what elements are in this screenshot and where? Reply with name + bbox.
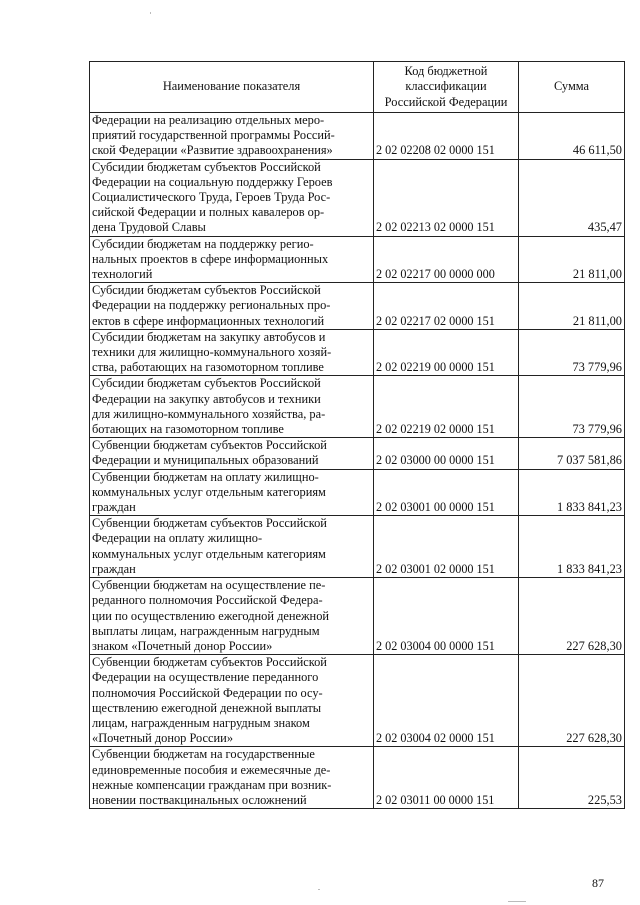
indicator-name-line: Федерации на реализацию отдельных меро- xyxy=(92,113,325,127)
header-code-line: Российской Федерации xyxy=(384,94,508,109)
indicator-name-line: полномочия Российской Федерации по осу- xyxy=(92,685,323,700)
indicator-name-cell xyxy=(90,516,374,578)
header-code xyxy=(374,62,519,113)
table-row xyxy=(90,113,625,160)
table-row xyxy=(90,376,625,438)
indicator-name-line: техники для жилищно-коммунального хозяй- xyxy=(92,345,332,360)
indicator-name-cell xyxy=(90,747,374,809)
indicator-name-line: сийской Федерации и полных кавалеров ор- xyxy=(92,205,325,220)
indicator-name-line: ства, работающих на газомоторном топливе xyxy=(92,360,324,375)
scan-speck xyxy=(508,901,526,902)
table-row xyxy=(90,236,625,283)
indicator-name-line: Субсидии бюджетам на закупку автобусов и xyxy=(92,329,326,344)
indicator-name-line: Федерации на оплату жилищно- xyxy=(92,531,263,546)
indicator-name-line: Федерации на закупку автобусов и техники xyxy=(92,391,321,406)
indicator-name-line: Субвенции бюджетам субъектов Российской xyxy=(92,438,327,453)
indicator-name-cell xyxy=(90,655,374,747)
budget-code-cell: 2 02 03011 00 0000 151 xyxy=(374,747,519,809)
indicator-name-line: ской Федерации «Развитие здравоохранения» xyxy=(92,143,333,158)
indicator-name-cell xyxy=(90,236,374,283)
amount-cell: 21 811,00 xyxy=(519,283,625,330)
indicator-name-line: Федерации на поддержку региональных про- xyxy=(92,298,331,313)
amount-cell: 1 833 841,23 xyxy=(519,469,625,516)
amount-cell: 46 611,50 xyxy=(519,113,625,160)
indicator-name-cell xyxy=(90,578,374,655)
indicator-name-line: выплаты лицам, награжденным нагрудным xyxy=(92,623,320,638)
indicator-name-line: единовременные пособия и ежемесячные де- xyxy=(92,762,331,777)
header-code-line: классификации xyxy=(405,79,487,94)
indicator-name-line: коммунальных услуг отдельным категориям xyxy=(92,546,326,561)
indicator-name-line: дена Трудовой Славы xyxy=(92,220,206,235)
indicator-name-cell xyxy=(90,283,374,330)
indicator-name-line: Федерации и муниципальных образований xyxy=(92,453,319,468)
amount-cell: 21 811,00 xyxy=(519,236,625,283)
table-row xyxy=(90,438,625,469)
indicator-name-line: реданного полномочия Российской Федера- xyxy=(92,593,323,608)
amount-cell: 225,53 xyxy=(519,747,625,809)
budget-code-cell: 2 02 03001 02 0000 151 xyxy=(374,516,519,578)
table-row xyxy=(90,655,625,747)
indicator-name-cell xyxy=(90,329,374,376)
indicator-name-line: граждан xyxy=(92,561,136,576)
amount-cell: 227 628,30 xyxy=(519,578,625,655)
indicator-name-line: ции по осуществлению ежегодной денежной xyxy=(92,608,330,623)
budget-code-cell: 2 02 02217 02 0000 151 xyxy=(374,283,519,330)
indicator-name-line: Субсидии бюджетам субъектов Российской xyxy=(92,159,321,174)
indicator-name-line: коммунальных услуг отдельным категориям xyxy=(92,484,326,499)
budget-code-cell: 2 02 03000 00 0000 151 xyxy=(374,438,519,469)
indicator-name-cell xyxy=(90,376,374,438)
page-number: 87 xyxy=(592,876,604,890)
indicator-name-line: граждан xyxy=(92,500,136,515)
table-row xyxy=(90,329,625,376)
amount-cell: 7 037 581,86 xyxy=(519,438,625,469)
indicator-name-line: для жилищно-коммунального хозяйства, ра- xyxy=(92,406,326,421)
indicator-name-line: Субсидии бюджетам субъектов Российской xyxy=(92,283,321,298)
budget-code-cell: 2 02 03004 00 0000 151 xyxy=(374,578,519,655)
indicator-name-cell xyxy=(90,159,374,236)
indicator-name-line: Субсидии бюджетам на поддержку регио- xyxy=(92,236,314,251)
budget-code-cell: 2 02 02219 00 0000 151 xyxy=(374,329,519,376)
budget-code-cell: 2 02 02219 02 0000 151 xyxy=(374,376,519,438)
amount-cell: 435,47 xyxy=(519,159,625,236)
indicator-name-line: «Почетный донор России» xyxy=(92,731,234,746)
budget-table xyxy=(89,61,625,809)
indicator-name-line: Субсидии бюджетам субъектов Российской xyxy=(92,376,321,391)
table-row xyxy=(90,469,625,516)
indicator-name-line: Федерации на осуществление переданного xyxy=(92,670,319,685)
table-row xyxy=(90,516,625,578)
indicator-name-line: Субвенции бюджетам субъектов Российской xyxy=(92,655,327,670)
indicator-name-line: Субвенции бюджетам субъектов Российской xyxy=(92,516,327,531)
header-name: Наименование показателя xyxy=(90,62,374,113)
indicator-name-line: ществлению ежегодной денежной выплаты xyxy=(92,700,322,715)
budget-code-cell: 2 02 02208 02 0000 151 xyxy=(374,113,519,160)
indicator-name-line: новении поствакцинальных осложнений xyxy=(92,792,307,807)
indicator-name-line: Субвенции бюджетам на государственные xyxy=(92,747,315,762)
indicator-name-line: нежные компенсации гражданам при возник- xyxy=(92,777,332,792)
amount-cell: 227 628,30 xyxy=(519,655,625,747)
indicator-name-line: Федерации на социальную поддержку Героев xyxy=(92,174,333,189)
indicator-name-cell xyxy=(90,113,374,160)
budget-code-cell: 2 02 02213 02 0000 151 xyxy=(374,159,519,236)
indicator-name-cell xyxy=(90,469,374,516)
indicator-name-line: лицам, награжденным нагрудным знаком xyxy=(92,715,310,730)
indicator-name-line: ектов в сфере информационных технологий xyxy=(92,313,325,328)
header-code-line: Код бюджетной xyxy=(404,64,488,79)
indicator-name-line: знаком «Почетный донор России» xyxy=(92,638,273,653)
indicator-name-line: технологий xyxy=(92,267,153,282)
scan-speck xyxy=(150,12,151,14)
indicator-name-line: приятий государственной программы Россий- xyxy=(92,128,335,143)
indicator-name-line: Субвенции бюджетам на оплату жилищно- xyxy=(92,469,319,484)
table-row xyxy=(90,159,625,236)
table-row xyxy=(90,578,625,655)
budget-code-cell: 2 02 02217 00 0000 000 xyxy=(374,236,519,283)
indicator-name-line: Социалистического Труда, Героев Труда Рос- xyxy=(92,190,331,205)
amount-cell: 1 833 841,23 xyxy=(519,516,625,578)
budget-code-cell: 2 02 03001 00 0000 151 xyxy=(374,469,519,516)
indicator-name-line: ботающих на газомоторном топливе xyxy=(92,422,284,437)
header-sum: Сумма xyxy=(519,62,625,113)
budget-code-cell: 2 02 03004 02 0000 151 xyxy=(374,655,519,747)
amount-cell: 73 779,96 xyxy=(519,329,625,376)
table-row xyxy=(90,283,625,330)
table-row xyxy=(90,747,625,809)
indicator-name-line: Субвенции бюджетам на осуществление пе- xyxy=(92,578,326,593)
table-body xyxy=(90,113,625,809)
table-header-row xyxy=(90,62,625,113)
indicator-name-cell xyxy=(90,438,374,469)
scan-speck xyxy=(318,889,320,890)
indicator-name-line: нальных проектов в сфере информационных xyxy=(92,251,329,266)
amount-cell: 73 779,96 xyxy=(519,376,625,438)
